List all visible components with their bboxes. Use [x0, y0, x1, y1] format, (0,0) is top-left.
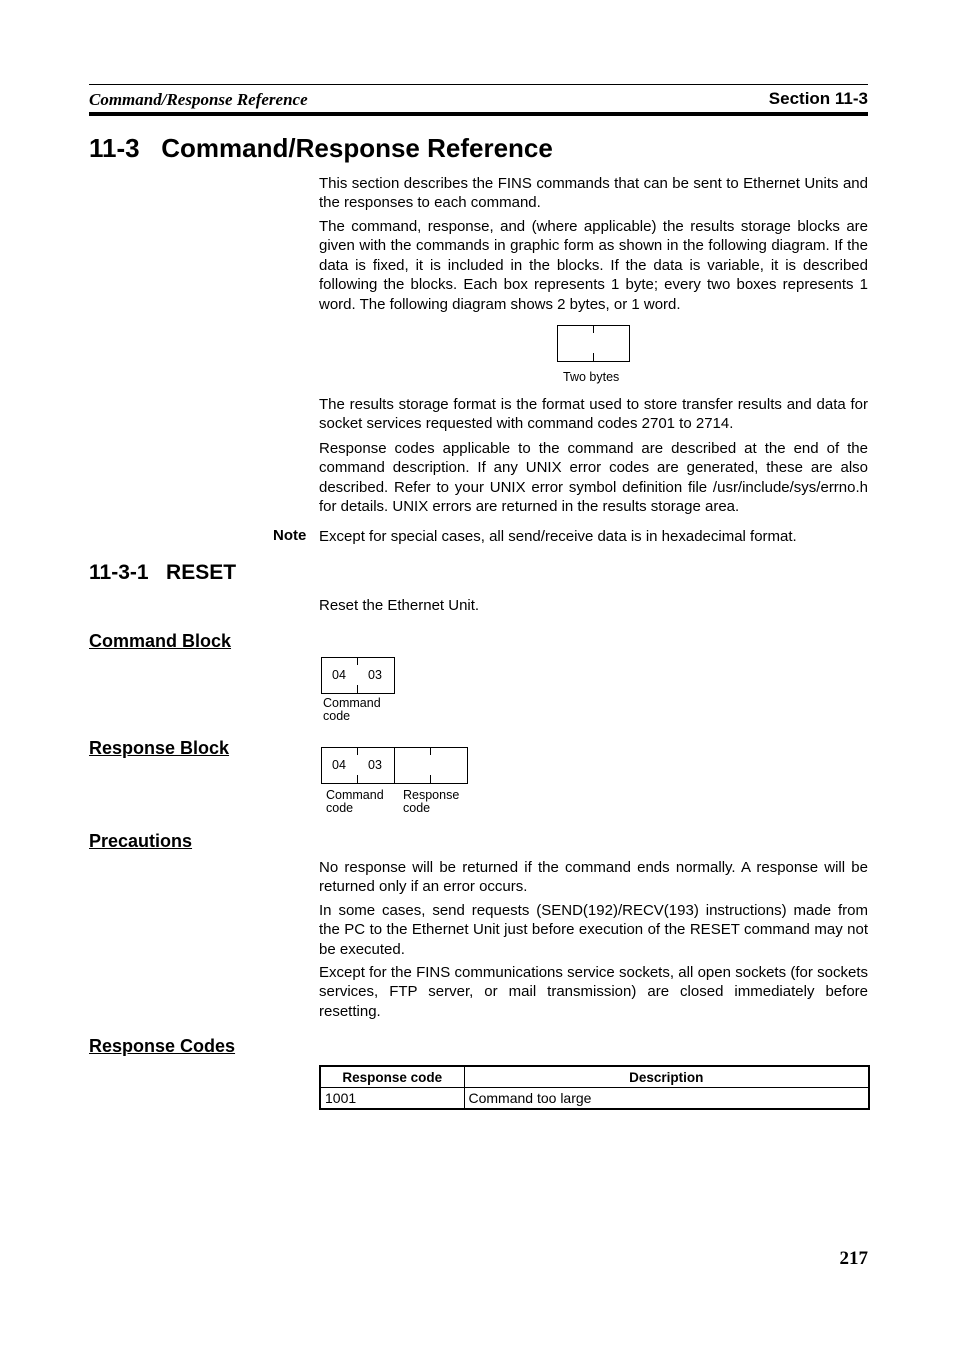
byte-divider-bottom [430, 775, 431, 783]
byte-divider-top [430, 747, 431, 755]
intro-paragraph-1: This section describes the FINS commands that can be sent to Ethernet Units and the responses to each command. [319, 175, 868, 212]
caption-line: Command [323, 696, 381, 710]
response-codes-table [319, 1065, 870, 1110]
column-header-description: Description [464, 1066, 869, 1088]
caption-line: Command [326, 788, 384, 802]
note-label: Note [273, 527, 307, 544]
response-code-box [394, 747, 468, 784]
intro-paragraph-2: The command, response, and (where applicable) the results storage blocks are given with the commands in graphic form as shown in the following diagram. If the data is fixed, it is included in the blocks. If the data is variable, it is described following the blocks. Each box represents 1 byte; every two boxes represents 1 word. The following diagram shows 2 bytes, or 1 word. [319, 218, 868, 313]
two-bytes-diagram [557, 325, 630, 362]
response-block-heading: Response Block [89, 738, 230, 758]
response-byte-1: 04 [332, 758, 346, 772]
command-code-caption [323, 697, 381, 722]
section-title: 11-3 Command/Response Reference [89, 133, 553, 163]
response-byte-2: 03 [368, 758, 382, 772]
command-block-diagram [321, 657, 395, 694]
two-bytes-caption: Two bytes [563, 370, 620, 384]
response-block-diagram [321, 747, 468, 784]
response-command-code-caption [326, 789, 384, 814]
precaution-paragraph-2: In some cases, send requests (SEND(192)/RECV(193) instructions) made from the PC to the Ethernet Unit just before execution of the RESET command may not be executed. [319, 902, 868, 958]
table-header-row [320, 1066, 869, 1088]
header-rule-top [89, 84, 868, 85]
response-code-cell: 1001 [320, 1088, 464, 1110]
caption-line: Response [403, 788, 460, 802]
byte-divider-bottom [357, 685, 358, 693]
response-codes-paragraph: Response codes applicable to the command are described at the end of the command description. If any UNIX error codes are generated, these are also described. Refer to your UNIX error symbol definition file /usr/include/sys/errno.h for details. UNIX errors are returned in the results storage area. [319, 440, 868, 516]
results-storage-paragraph: The results storage format is the format used to store transfer results and data for socket services requested with command codes 2701 to 2714. [319, 396, 868, 433]
column-header-response-code: Response code [320, 1066, 464, 1088]
caption-line: code [326, 800, 354, 815]
precaution-paragraph-3: Except for the FINS communications service sockets, all open sockets (for sockets services, FTP server, or mail transmission) are closed immediately before resetting. [319, 964, 868, 1020]
command-block-heading: Command Block [89, 631, 232, 651]
caption-line: code [403, 800, 431, 815]
response-code-caption [403, 789, 459, 814]
command-byte-1: 04 [332, 668, 346, 682]
byte-divider-top [593, 325, 594, 333]
description-cell: Command too large [464, 1088, 869, 1110]
command-byte-2: 03 [368, 668, 382, 682]
byte-divider-bottom [593, 353, 594, 361]
caption-line: code [323, 708, 351, 723]
page-number: 217 [839, 1248, 868, 1269]
table-row [320, 1088, 869, 1110]
header-rule-bottom [89, 112, 868, 116]
byte-divider-top [357, 657, 358, 665]
note-text: Except for special cases, all send/receive data is in hexadecimal format. [319, 528, 797, 545]
precaution-paragraph-1: No response will be returned if the command ends normally. A response will be returned only if an error occurs. [319, 859, 868, 896]
byte-divider-bottom [357, 775, 358, 783]
precautions-heading: Precautions [89, 831, 193, 851]
response-codes-heading: Response Codes [89, 1036, 236, 1056]
running-header-section: Section 11-3 [768, 89, 868, 108]
reset-description: Reset the Ethernet Unit. [319, 597, 480, 614]
reset-title: 11-3-1 RESET [89, 561, 237, 584]
byte-divider-top [357, 747, 358, 755]
running-header-title: Command/Response Reference [89, 90, 308, 109]
